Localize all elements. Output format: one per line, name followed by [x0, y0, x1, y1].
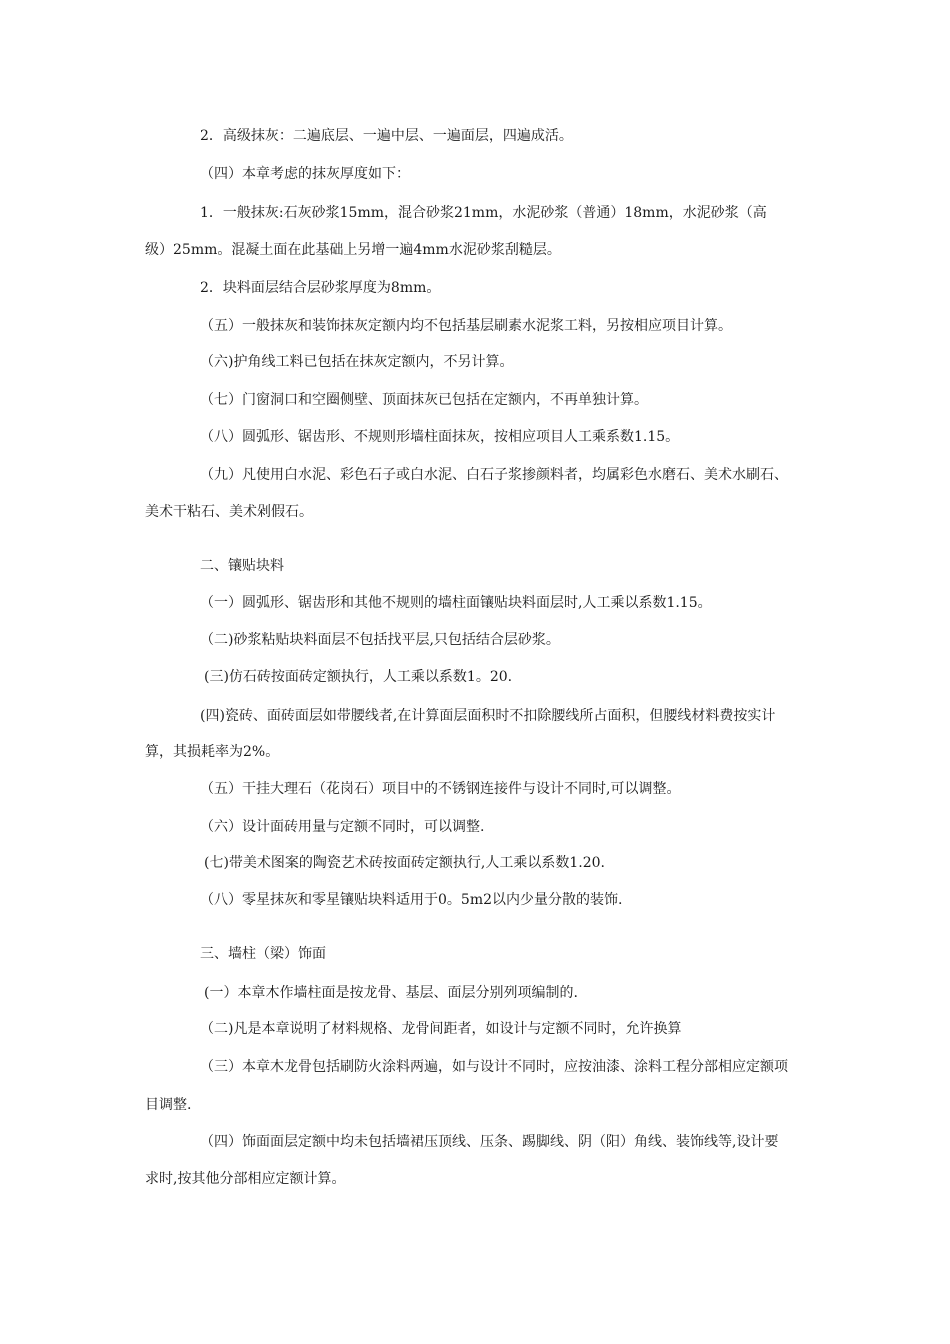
text-line: 1．一般抹灰:石灰砂浆15mm，混合砂浆21mm，水泥砂浆（普通）18mm，水泥砂浆（高	[200, 205, 767, 221]
text-line: （二)凡是本章说明了材料规格、龙骨间距者，如设计与定额不同时，允许换算	[200, 1021, 682, 1037]
text-line: （七）门窗洞口和空圈侧壁、顶面抹灰已包括在定额内，不再单独计算。	[200, 392, 648, 408]
text-line: 算，其损耗率为2%。	[145, 744, 280, 760]
text-line: 2．高级抹灰：二遍底层、一遍中层、一遍面层，四遍成活。	[200, 128, 573, 144]
text-line: （六）设计面砖用量与定额不同时，可以调整.	[200, 819, 485, 835]
text-line: （六)护角线工料已包括在抹灰定额内，不另计算。	[200, 354, 514, 370]
text-line: （一）圆弧形、锯齿形和其他不规则的墙柱面镶贴块料面层时,人工乘以系数1.15。	[200, 595, 712, 611]
text-line: （八）零星抹灰和零星镶贴块料适用于0。5m2以内少量分散的装饰.	[200, 892, 623, 908]
text-line: 级）25mm。混凝土面在此基础上另增一遍4mm水泥砂浆刮糙层。	[145, 242, 561, 258]
text-line: (三)仿石砖按面砖定额执行，人工乘以系数1。20.	[204, 669, 513, 685]
text-line: （三）本章木龙骨包括刷防火涂料两遍，如与设计不同时，应按油漆、涂料工程分部相应定额项	[200, 1059, 788, 1075]
text-line: （四）本章考虑的抹灰厚度如下：	[200, 166, 410, 182]
section-heading: 二、镶贴块料	[200, 558, 284, 574]
text-line: (四)瓷砖、面砖面层如带腰线者,在计算面层面积时不扣除腰线所占面积，但腰线材料费按实计	[200, 708, 776, 724]
text-line: （五）干挂大理石（花岗石）项目中的不锈钢连接件与设计不同时,可以调整。	[200, 781, 681, 797]
text-line: （二)砂浆粘贴块料面层不包括找平层,只包括结合层砂浆。	[200, 632, 560, 648]
text-line: (一）本章木作墙柱面是按龙骨、基层、面层分别列项编制的.	[204, 985, 578, 1001]
text-line: 美术干粘石、美术剁假石。	[145, 504, 313, 520]
text-line: （四）饰面面层定额中均未包括墙裙压顶线、压条、踢脚线、阴（阳）角线、装饰线等,设计要	[200, 1134, 779, 1150]
section-heading: 三、墙柱（梁）饰面	[200, 946, 326, 962]
text-line: 求时,按其他分部相应定额计算。	[145, 1171, 346, 1187]
text-line: 目调整.	[145, 1097, 192, 1113]
text-line: (七)带美术图案的陶瓷艺术砖按面砖定额执行,人工乘以系数1.20.	[204, 855, 605, 871]
text-line: （八）圆弧形、锯齿形、不规则形墙柱面抹灰，按相应项目人工乘系数1.15。	[200, 429, 680, 445]
text-line: 2．块料面层结合层砂浆厚度为8mm。	[200, 280, 441, 296]
text-line: （五）一般抹灰和装饰抹灰定额内均不包括基层刷素水泥浆工料，另按相应项目计算。	[200, 318, 732, 334]
text-line: （九）凡使用白水泥、彩色石子或白水泥、白石子浆掺颜料者，均属彩色水磨石、美术水刷石、	[200, 467, 788, 483]
